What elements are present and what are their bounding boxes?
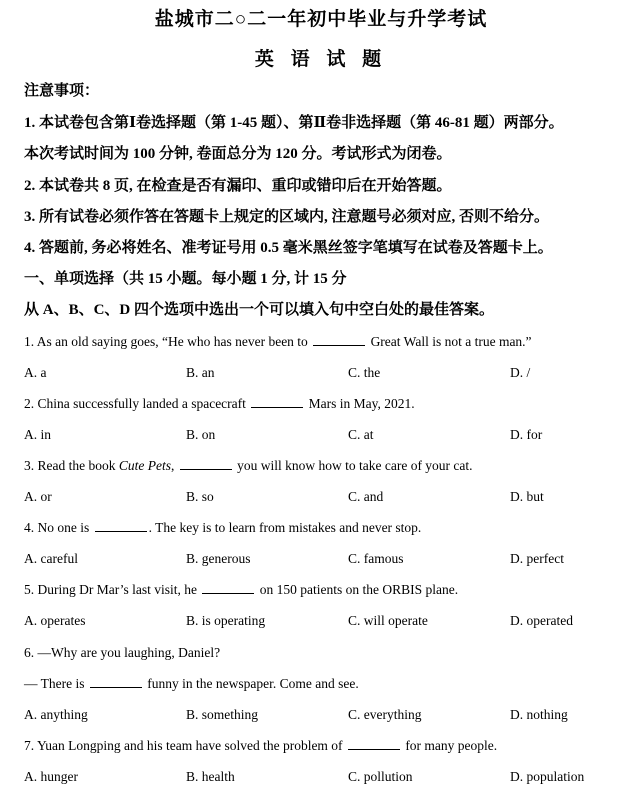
q5-option-c: C. will operate: [348, 613, 428, 628]
question-5: [24, 581, 458, 599]
note-line-1: 1. 本试卷包含第Ⅰ卷选择题（第 1-45 题）、第Ⅱ卷非选择题（第 46-81 题）两部分。: [24, 115, 564, 131]
q1-option-d: D. /: [510, 365, 531, 380]
q7-option-b: B. health: [186, 769, 235, 784]
q3-option-c: C. and: [348, 489, 384, 504]
q4-option-b: B. generous: [186, 551, 251, 566]
q5-option-a: A. operates: [24, 613, 86, 628]
q6-option-c: C. everything: [348, 707, 422, 722]
note-line-3: 3. 所有试卷必须作答在答题卡上规定的区域内, 注意题号必须对应, 否则不给分。: [24, 209, 550, 225]
question-2: [24, 395, 415, 413]
exam-title: 盐城市二○二一年初中毕业与升学考试: [154, 9, 488, 30]
q3-option-d: D. but: [510, 489, 544, 504]
answer-blank: [90, 675, 142, 688]
section-instruction: 从 A、B、C、D 四个选项中选出一个可以填入句中空白处的最佳答案。: [24, 302, 495, 318]
q2-option-d: D. for: [510, 427, 543, 442]
question-7: [24, 737, 497, 755]
q3-option-a: A. or: [24, 489, 52, 504]
question-2-text-end: Mars in May, 2021.: [308, 396, 415, 411]
question-6: 6. —Why are you laughing, Daniel?: [24, 645, 221, 660]
q7-option-d: D. population: [510, 769, 585, 784]
q4-option-a: A. careful: [24, 551, 78, 566]
question-2-text: 2. China successfully landed a spacecraft: [24, 396, 246, 411]
question-6-text-end: funny in the newspaper. Come and see.: [147, 676, 359, 691]
q2-option-a: A. in: [24, 427, 51, 442]
note-line-4: 4. 答题前, 务必将姓名、准考证号用 0.5 毫米黑丝签字笔填写在试卷及答题卡上。: [24, 240, 553, 256]
question-3-comma: ,: [170, 458, 175, 473]
question-4-text: 4. No one is: [24, 520, 90, 535]
question-7-text-end: for many people.: [405, 738, 498, 753]
question-4-text-end: . The key is to learn from mistakes and never stop.: [148, 520, 422, 535]
q7-option-a: A. hunger: [24, 769, 78, 784]
notes-heading: 注意事项：: [24, 83, 100, 99]
book-title: Cute Pets: [118, 458, 171, 473]
q4-option-c: C. famous: [348, 551, 404, 566]
question-5-text-end: on 150 patients on the ORBIS plane.: [259, 582, 459, 597]
q1-option-a: A. a: [24, 365, 47, 380]
answer-blank: [251, 395, 303, 408]
note-line-2: 2. 本试卷共 8 页, 在检查是否有漏印、重印或错印后在开始答题。: [24, 178, 452, 194]
note-line-1b: 本次考试时间为 100 分钟, 卷面总分为 120 分。考试形式为闭卷。: [24, 146, 452, 162]
answer-blank: [95, 519, 147, 532]
question-3: [24, 457, 473, 475]
question-3-text-end: you will know how to take care of your cat.: [237, 458, 473, 473]
answer-blank: [313, 333, 365, 346]
q5-option-b: B. is operating: [186, 613, 266, 628]
answer-blank: [348, 737, 400, 750]
q1-option-b: B. an: [186, 365, 215, 380]
q1-option-c: C. the: [348, 365, 381, 380]
question-1: [24, 333, 532, 351]
question-6-reply: [24, 675, 359, 693]
q2-option-c: C. at: [348, 427, 374, 442]
question-1-text-end: Great Wall is not a true man.”: [370, 334, 532, 349]
q4-option-d: D. perfect: [510, 551, 564, 566]
q6-option-b: B. something: [186, 707, 259, 722]
question-7-text: 7. Yuan Longping and his team have solved the problem of: [24, 738, 343, 753]
question-1-text: 1. As an old saying goes, “He who has never been to: [24, 334, 308, 349]
q7-option-c: C. pollution: [348, 769, 413, 784]
answer-blank: [180, 457, 232, 470]
question-3-text: 3. Read the book: [24, 458, 119, 473]
answer-blank: [202, 581, 254, 594]
q6-option-d: D. nothing: [510, 707, 568, 722]
q2-option-b: B. on: [186, 427, 216, 442]
q3-option-b: B. so: [186, 489, 214, 504]
question-5-text: 5. During Dr Mar’s last visit, he: [24, 582, 197, 597]
question-6-text: — There is: [24, 676, 85, 691]
section-heading: 一、单项选择（共 15 小题。每小题 1 分, 计 15 分: [24, 271, 347, 287]
exam-subtitle: 英 语 试 题: [254, 49, 388, 70]
question-4: [24, 519, 421, 537]
q6-option-a: A. anything: [24, 707, 88, 722]
q5-option-d: D. operated: [510, 613, 573, 628]
